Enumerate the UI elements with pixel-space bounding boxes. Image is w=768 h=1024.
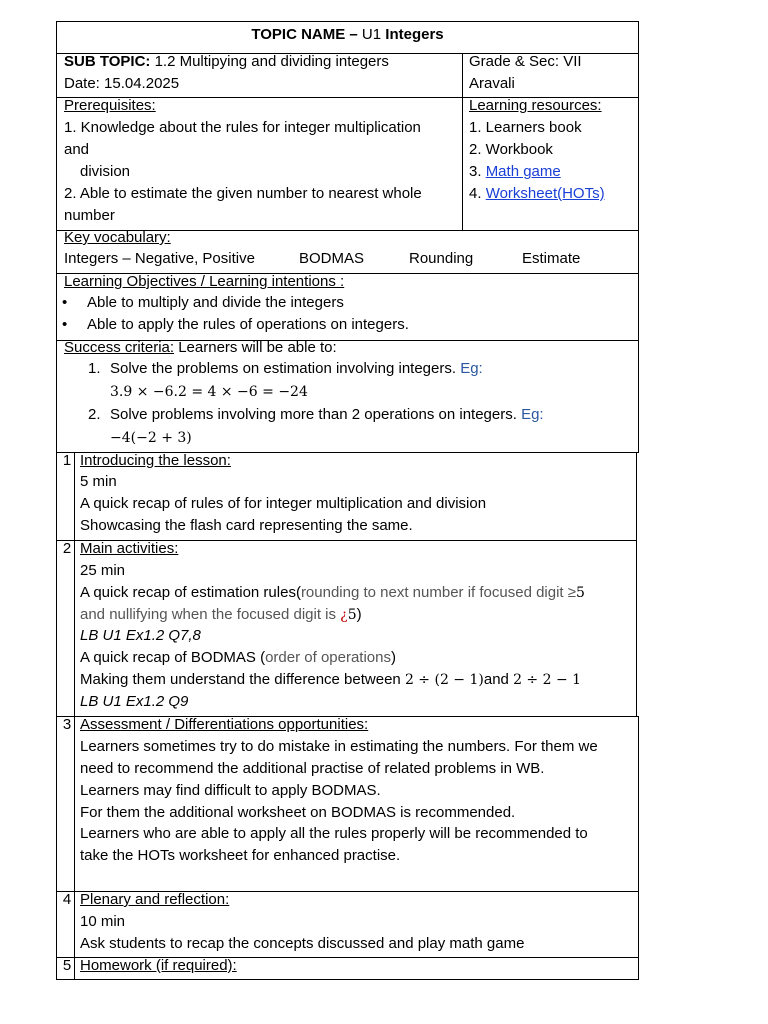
section-time: 25 min — [80, 562, 126, 579]
success-example-math: 3.9 × −6.2 = 4 × −6 = −24 — [110, 384, 308, 400]
estimation-rules: A quick recap of estimation rules(rounding to next number if focused digit ≥5 — [80, 584, 585, 601]
success-item: Solve problems involving more than 2 operations on integers. Eg: — [110, 406, 544, 423]
vocabulary-term: BODMAS — [299, 250, 365, 267]
resource-item: 1. Learners book — [469, 119, 582, 136]
section-line: Learners who are able to apply all the rules properly will be recommended to — [80, 825, 588, 842]
section-line: A quick recap of rules of for integer multiplication and division — [80, 495, 487, 512]
vocabulary-term: Rounding — [409, 250, 474, 267]
objective-item: Able to multiply and divide the integers — [87, 294, 344, 311]
grade-section-name: Aravali — [469, 75, 515, 92]
date: Date: 15.04.2025 — [64, 75, 180, 92]
section-number: 3 — [62, 716, 72, 733]
resource-item: 2. Workbook — [469, 141, 553, 158]
section-line: take the HOTs worksheet for enhanced practise. — [80, 847, 401, 864]
success-item-number: 2. — [88, 406, 101, 423]
objectives-heading: Learning Objectives / Learning intentions : — [64, 273, 345, 290]
page-title: TOPIC NAME – U1 Integers — [251, 26, 444, 43]
prerequisite-line: number — [64, 207, 115, 224]
objective-item: Able to apply the rules of operations on integers. — [87, 316, 409, 333]
section-number: 5 — [62, 957, 72, 974]
bodmas-difference: Making them understand the difference between 2 ÷ (2 − 1)and 2 ÷ 2 − 1 — [80, 671, 582, 688]
section-line: need to recommend the additional practise of related problems in WB. — [80, 760, 545, 777]
section-heading: Homework (if required): — [80, 957, 237, 974]
vocabulary-heading: Key vocabulary: — [64, 229, 171, 246]
section-number: 4 — [62, 891, 72, 908]
estimation-rules-cont: and nullifying when the focused digit is ¿5) — [80, 606, 362, 623]
success-item-number: 1. — [88, 360, 101, 377]
resource-item: 4. Worksheet(HOTs) — [469, 185, 605, 202]
section-line: Learners may find difficult to apply BODMAS. — [80, 782, 381, 799]
grade-section: Grade & Sec: VII — [469, 53, 582, 70]
section-line: Showcasing the flash card representing the same. — [80, 517, 413, 534]
resource-item: 3. Math game — [469, 163, 561, 180]
column-divider — [462, 53, 463, 231]
bodmas-recap: A quick recap of BODMAS (order of operations) — [80, 649, 396, 666]
number-column-divider — [74, 540, 75, 717]
prerequisite-line: and — [64, 141, 90, 158]
prerequisite-line: 1. Knowledge about the rules for integer multiplication — [64, 119, 421, 136]
math-game-link[interactable]: Math game — [485, 163, 561, 180]
number-column-divider — [74, 716, 75, 892]
section-time: 5 min — [80, 473, 117, 490]
section-number: 2 — [62, 540, 72, 557]
success-heading: Success criteria: Learners will be able to: — [64, 339, 337, 356]
section-heading: Main activities: — [80, 540, 179, 557]
success-item: Solve the problems on estimation involving integers. Eg: — [110, 360, 483, 377]
vocabulary-term: Estimate — [522, 250, 581, 267]
bullet-icon: • — [62, 294, 68, 311]
subtopic: SUB TOPIC: 1.2 Multipying and dividing integers — [64, 53, 389, 70]
worksheet-hots-link[interactable]: Worksheet(HOTs) — [485, 185, 605, 202]
book-reference: LB U1 Ex1.2 Q9 — [80, 693, 189, 710]
section-heading: Plenary and reflection: — [80, 891, 230, 908]
section-line: Learners sometimes try to do mistake in estimating the numbers. For them we — [80, 738, 598, 755]
book-reference: LB U1 Ex1.2 Q7,8 — [80, 627, 201, 644]
prerequisite-line: 2. Able to estimate the given number to nearest whole — [64, 185, 422, 202]
title-row — [56, 21, 639, 54]
section-line: Ask students to recap the concepts discussed and play math game — [80, 935, 525, 952]
section-time: 10 min — [80, 913, 126, 930]
prerequisite-line: division — [80, 163, 131, 180]
section-number: 1 — [62, 452, 72, 469]
prerequisites-heading: Prerequisites: — [64, 97, 156, 114]
bullet-icon: • — [62, 316, 68, 333]
success-example-math: −4(−2 + 3) — [110, 430, 192, 446]
section-heading: Assessment / Differentiations opportunities: — [80, 716, 369, 733]
section-heading: Introducing the lesson: — [80, 452, 231, 469]
section-line: For them the additional worksheet on BODMAS is recommended. — [80, 804, 516, 821]
resources-heading: Learning resources: — [469, 97, 602, 114]
vocabulary-term: Integers – Negative, Positive — [64, 250, 255, 267]
